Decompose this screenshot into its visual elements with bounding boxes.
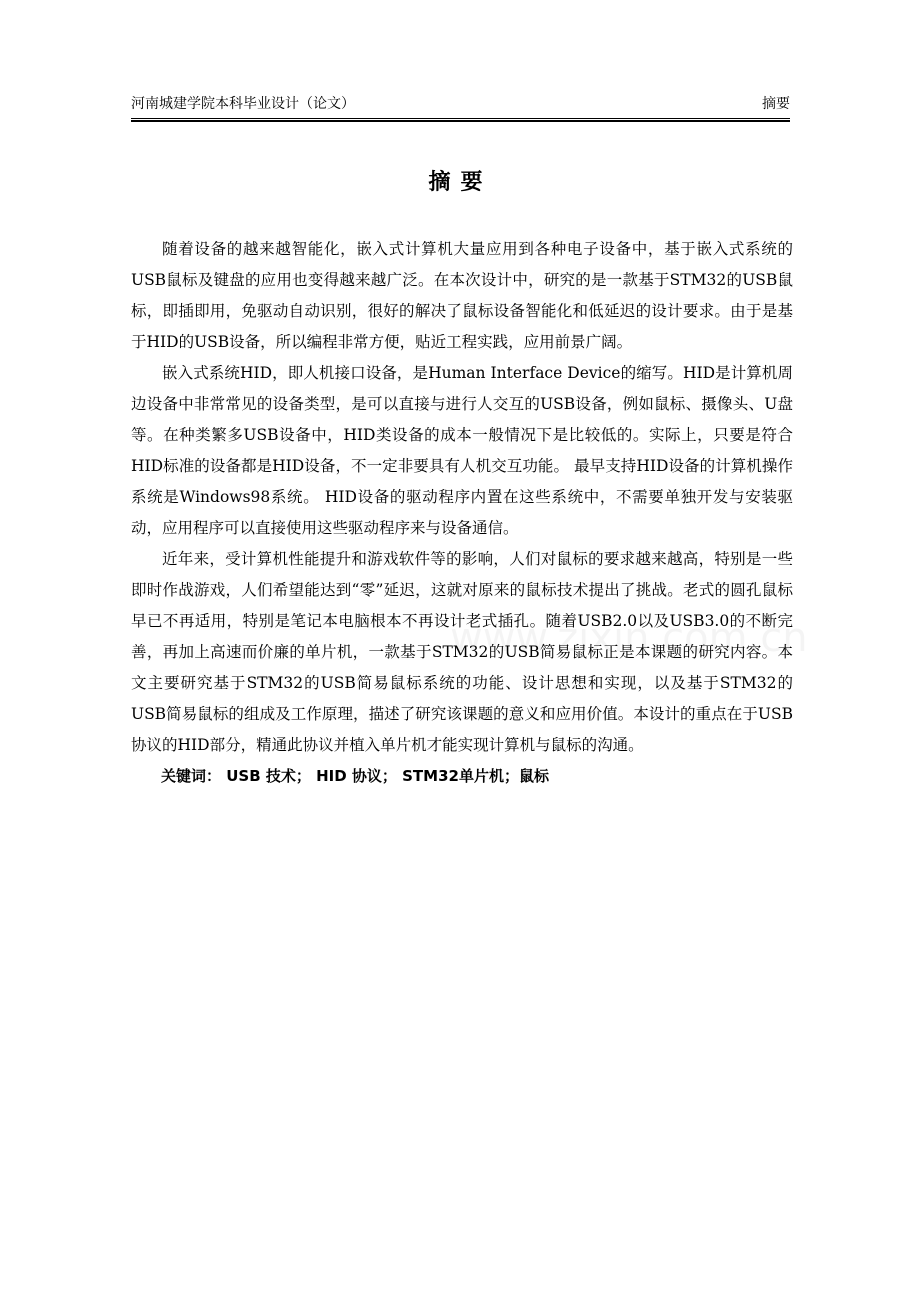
abstract-title: 摘要 — [428, 170, 493, 195]
keywords-line: 关键词： USB 技术； HID 协议； STM32单片机；鼠标 — [161, 767, 549, 785]
abstract-paragraph-3: 近年来，受计算机性能提升和游戏软件等的影响，人们对鼠标的要求越来越高，特别是一些即时作战游戏，人们希望能达到“零”延迟，这就对原来的鼠标技术提出了挑战。老式的圆孔鼠标早已不再适用，特别是笔记本电脑根本不再设计老式插孔。随着USB2.0以及USB3.0的不断完善，再加上高速而价廉的单片机，一款基于STM32的USB简易鼠标正是本课题的研究内容。本文主要研究基于STM32的USB简易鼠标系统的功能、设计思想和实现，以及基于STM32的USB简易鼠标的组成及工作原理，描述了研究该课题的意义和应用价值。本设计的重点在于USB协议的HID部分，精通此协议并植入单片机才能实现计算机与鼠标的沟通。 — [131, 550, 793, 754]
watermark — [450, 615, 808, 661]
abstract-paragraph-1: 随着设备的越来越智能化，嵌入式计算机大量应用到各种电子设备中，基于嵌入式系统的USB鼠标及键盘的应用也变得越来越广泛。在本次设计中，研究的是一款基于STM32的USB鼠标，即插即用，免驱动自动识别，很好的解决了鼠标设备智能化和低延迟的设计要求。由于是基于HID的USB设备，所以编程非常方便，贴近工程实践，应用前景广阔。 — [131, 240, 793, 351]
header-section-name: 摘要 — [762, 96, 790, 112]
abstract-body — [131, 234, 793, 792]
header-thesis-title: 河南城建学院本科毕业设计（论文） — [131, 96, 355, 112]
page-header — [131, 93, 790, 119]
abstract-paragraph-2: 嵌入式系统HID，即人机接口设备，是Human Interface Device的缩写。HID是计算机周边设备中非常常见的设备类型，是可以直接与进行人交互的USB设备，例如鼠标、摄像头、U盘等。在种类繁多USB设备中，HID类设备的成本一般情况下是比较低的。实际上，只要是符合HID标准的设备都是HID设备，不一定非要具有人机交互功能。 最早支持HID设备的计算机操作系统是Windows98系统。 HID设备的驱动程序内置在这些系统中，不需要单独开发与安装驱动，应用程序可以直接使用这些驱动程序来与设备通信。 — [131, 364, 793, 537]
